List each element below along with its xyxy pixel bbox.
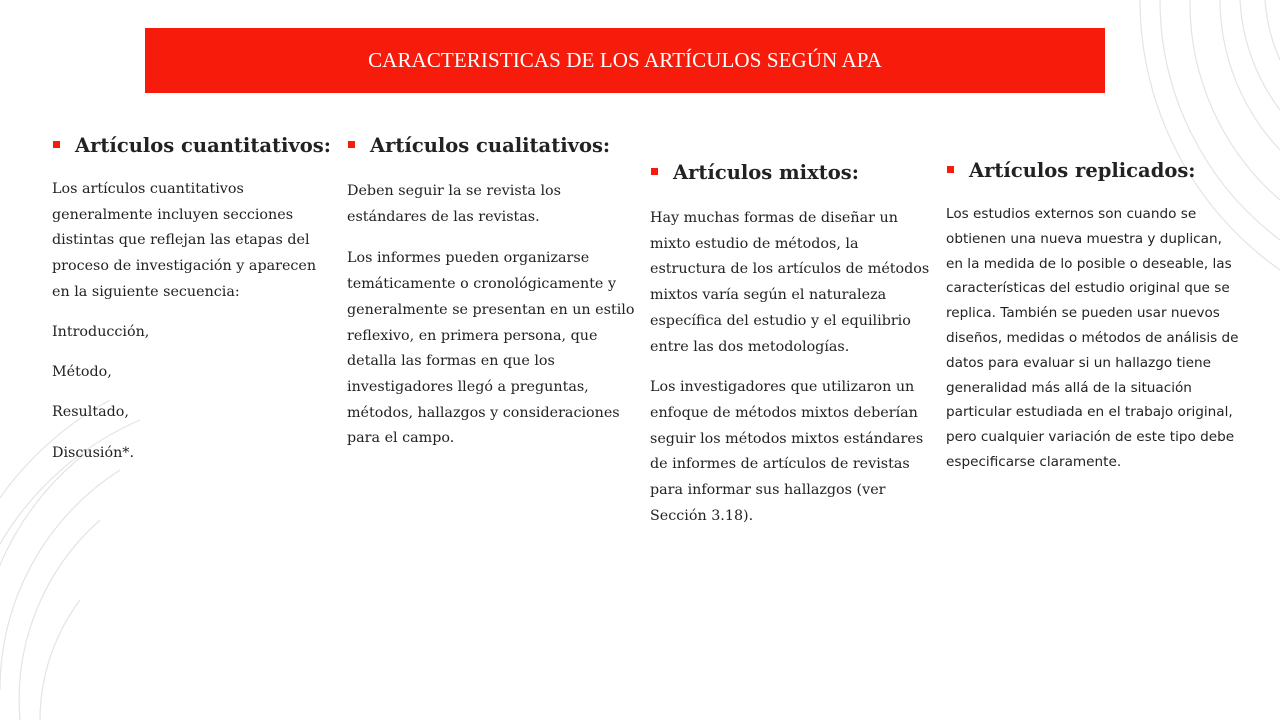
paragraph: Deben seguir la se revista los estándares de las revistas. <box>347 183 561 225</box>
title-banner <box>145 28 1105 93</box>
column-body <box>50 177 332 466</box>
column-body <box>648 206 938 529</box>
heading-text: Artículos replicados: <box>969 159 1196 182</box>
column-heading-mixed <box>648 156 938 189</box>
column-body <box>944 202 1240 475</box>
paragraph: Discusión*. <box>52 444 135 461</box>
paragraph: Los estudios externos son cuando se obtienen una nueva muestra y duplican, en la medida de lo posible o deseable, las características del estudio original que se replica. También se pueden usar nuevos diseños, medidas o métodos de análisis de datos para evaluar si un hallazgo tiene generalidad más allá de la situación particular estudiada en el trabajo original, pero cualquier variación de este tipo debe especificarse claramente. <box>946 206 1239 470</box>
column-heading-qualitative <box>345 129 635 162</box>
column-mixed <box>648 156 938 544</box>
paragraph: Los informes pueden organizarse temáticamente o cronológicamente y generalmente se presentan en un estilo reflexivo, en primera persona, que detalla las formas en que los investigadores llegó a preguntas, métodos, hallazgos y consideraciones para el campo. <box>347 250 635 447</box>
column-qualitative <box>345 129 635 468</box>
paragraph: Los investigadores que utilizaron un enfoque de métodos mixtos deberían seguir los métodos mixtos estándares de informes de artículos de revistas para informar sus hallazgos (ver Sección 3.18). <box>650 379 924 524</box>
heading-text: Artículos mixtos: <box>673 161 859 184</box>
column-quantitative <box>50 129 332 481</box>
heading-text: Artículos cuantitativos: <box>75 134 331 157</box>
column-heading-replicated <box>944 154 1240 187</box>
square-bullet-icon <box>651 168 658 175</box>
column-body <box>345 179 635 452</box>
paragraph: Resultado, <box>52 404 129 421</box>
paragraph: Introducción, <box>52 324 150 341</box>
column-heading-quantitative <box>50 129 332 162</box>
square-bullet-icon <box>348 141 355 148</box>
square-bullet-icon <box>947 166 954 173</box>
square-bullet-icon <box>53 141 60 148</box>
heading-text: Artículos cualitativos: <box>370 134 611 157</box>
slide-title: CARACTERISTICAS DE LOS ARTÍCULOS SEGÚN APA <box>368 48 882 72</box>
paragraph: Los artículos cuantitativos generalmente incluyen secciones distintas que reflejan las etapas del proceso de investigación y aparecen en la siguiente secuencia: <box>52 181 317 300</box>
paragraph: Hay muchas formas de diseñar un mixto estudio de métodos, la estructura de los artículos de métodos mixtos varía según el naturaleza específica del estudio y el equilibrio entre las dos metodologías. <box>650 210 930 355</box>
paragraph: Método, <box>52 364 112 381</box>
column-replicated <box>944 154 1240 475</box>
